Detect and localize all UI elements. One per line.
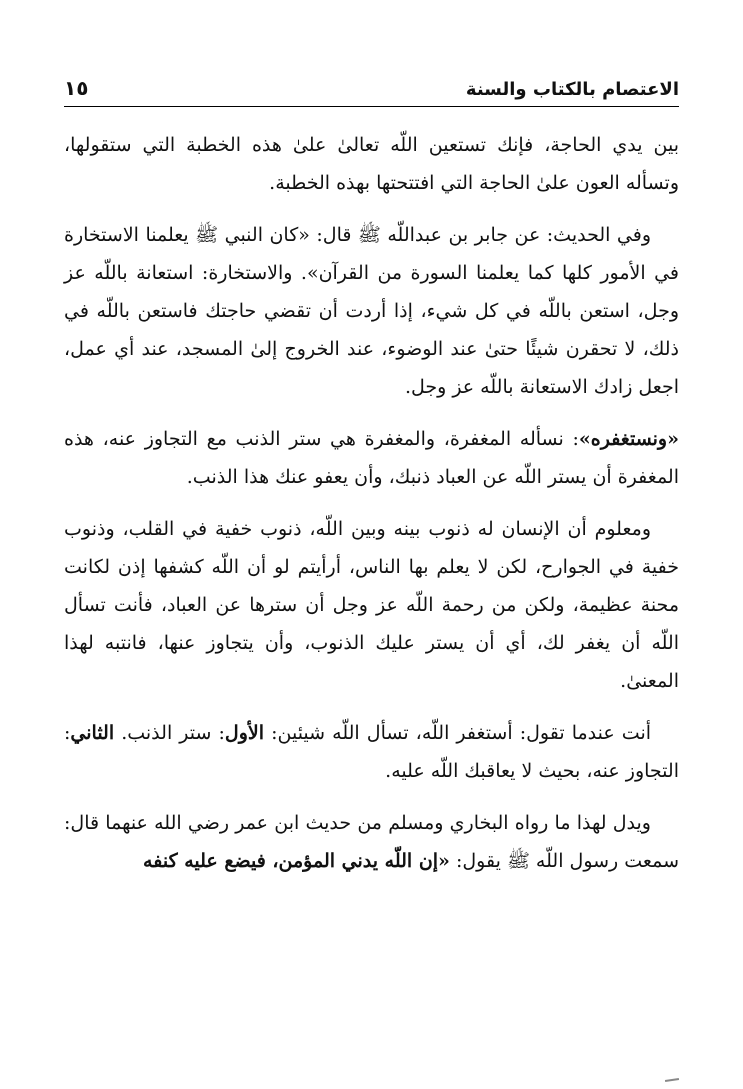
paragraph-4 [64, 510, 679, 700]
paragraph-6 [64, 804, 679, 880]
paragraph-1-text: بين يدي الحاجة، فإنك تستعين اللّه تعالىٰ علىٰ هذه الخطبة التي ستقولها، وتسأله العون علىٰ الحاجة التي افتتحتها بهذه الخطبة. [64, 134, 679, 194]
paragraph-2 [64, 216, 679, 406]
paragraph-6-text: ويدل لهذا ما رواه البخاري ومسلم من حديث ابن عمر رضي الله عنهما قال: سمعت رسول اللّه ﷺ يقول: [64, 812, 679, 872]
paragraph-3-text: : نسأله المغفرة، والمغفرة هي ستر الذنب مع التجاوز عنه، هذه المغفرة أن يستر اللّه عن العباد ذنبك، وأن يعفو عنك هذا الذنب. [64, 428, 679, 488]
running-header [64, 60, 679, 107]
paragraph-2-text: وفي الحديث: عن جابر بن عبداللّه ﷺ قال: «كان النبي ﷺ يعلمنا الاستخارة في الأمور كلها كما يعلمنا السورة من القرآن». والاستخارة: استعانة باللّه عز وجل، استعن باللّه في كل شيء، إذا أردت أن تقضي حاجتك فاستعن باللّه في ذلك، لا تحقرن شيئًا حتىٰ عند الوضوء، عند الخروج إلىٰ المسجد، عند أي عمل، اجعل زادك الاستعانة باللّه عز وجل. [64, 224, 679, 398]
paragraph-5-text-b: : ستر الذنب. [114, 722, 225, 744]
running-title: الاعتصام بالكتاب والسنة [465, 79, 679, 100]
body-text [64, 126, 679, 894]
paragraph-5-text-a: أنت عندما تقول: أستغفر اللّه، تسأل اللّه شيئين: [264, 722, 652, 744]
paragraph-1 [64, 126, 679, 202]
page-mark [665, 1078, 679, 1082]
paragraph-5-first-label: الأول [224, 722, 265, 744]
paragraph-5 [64, 714, 679, 790]
paragraph-5-second-label: الثاني [70, 722, 115, 744]
page-number: ١٥ [64, 76, 89, 100]
paragraph-4-text: ومعلوم أن الإنسان له ذنوب بينه وبين اللّه، ذنوب خفية في القلب، وذنوب خفية في الجوارح، لكن لا يعلم بها الناس، أرأيتم لو أن اللّه كشفها إذن لكانت محنة عظيمة، ولكن من رحمة اللّه عز وجل أن سترها عن العباد، فأنت تسأل اللّه أن يغفر لك، أي أن يستر عليك الذنوب، وأن يتجاوز عنها، فانتبه لهذا المعنىٰ. [64, 518, 679, 692]
paragraph-3 [64, 420, 679, 496]
paragraph-6-hadith-quote: «إن اللّه يدني المؤمن، فيضع عليه كنفه [143, 850, 450, 872]
paragraph-3-keyword: «ونستغفره» [578, 428, 679, 450]
paragraph-5-text-c: : التجاوز عنه، بحيث لا يعاقبك اللّه عليه. [64, 722, 679, 782]
